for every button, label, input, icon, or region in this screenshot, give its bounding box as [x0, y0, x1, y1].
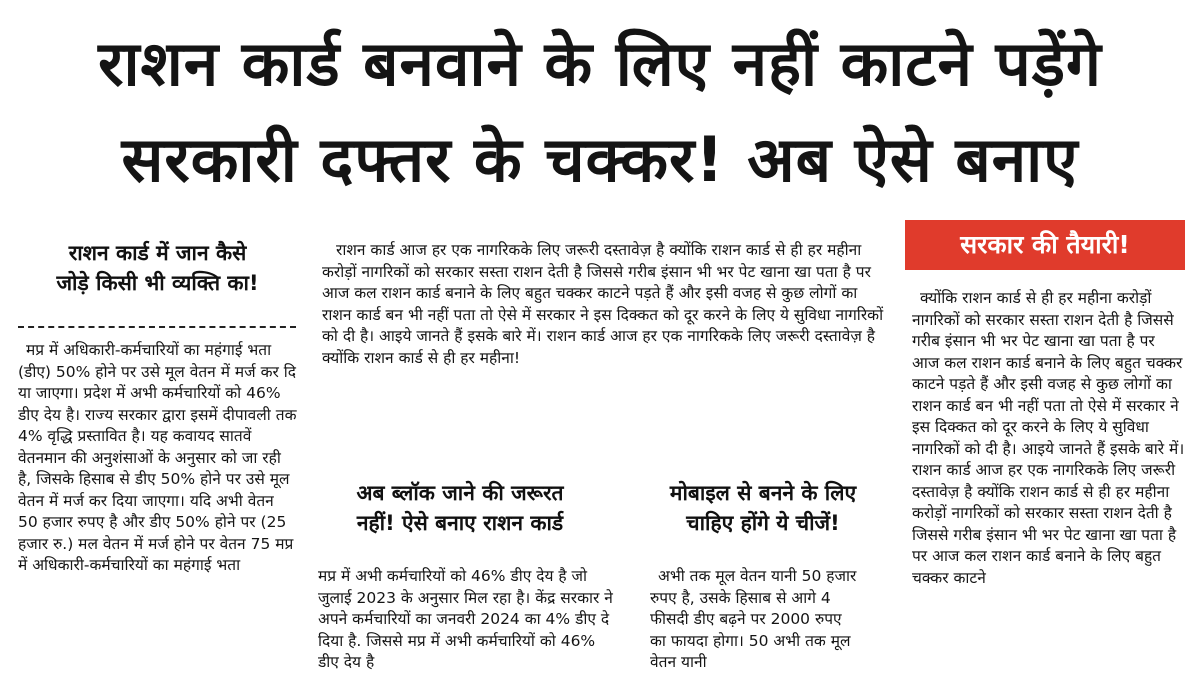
mobile-heading-line-2: चाहिए होंगे ये चीजें! [686, 511, 840, 535]
left-column-divider [18, 326, 296, 328]
headline-line-1: राशन कार्ड बनवाने के लिए नहीं काटने पड़ेंगे [98, 27, 1102, 100]
block-heading-line-2: नहीं! ऐसे बनाए राशन कार्ड [356, 511, 564, 535]
left-heading-line-2: जोड़े किसी भी व्यक्ति का! [56, 271, 259, 295]
mobile-section-body: अभी तक मूल वेतन यानी 50 हजार रुपए है, उसके हिसाब से आगे 4 फीसदी डीए बढ़ने पर 2000 रुपए का फायदा होगा। 50 अभी तक मूल वेतन यानी [650, 567, 857, 671]
mobile-heading-line-1: मोबाइल से बनने के लिए [669, 481, 857, 505]
left-heading-line-1: राशन कार्ड में जान कैसे [68, 241, 247, 265]
mobile-section-heading [632, 478, 894, 538]
right-column-badge: सरकार की तैयारी! [905, 220, 1185, 270]
left-column-heading [15, 238, 300, 298]
block-section-body: मप्र में अभी कर्मचारियों को 46% डीए देय है जो जुलाई 2023 के अनुसार मिल रहा है। केंद्र सरकार ने अपने कर्मचारियों का जनवरी 2024 का 4% डीए दे दिया है. जिससे मप्र में अभी कर्मचारियों को 46% डीए देय है [318, 567, 613, 671]
right-column-body: क्योंकि राशन कार्ड से ही हर महीना करोड़ों नागरिकों को सरकार सस्ता राशन देती है जिससे गरीब इंसान भी भर पेट खाना खा पता है पर आज कल राशन कार्ड बनाने के लिए बहुत चक्कर काटने पड़ते हैं और इसी वजह से कुछ लोगों का राशन कार्ड बन भी नहीं पता तो ऐसे में सरकार ने इस दिक्कत को दूर करने के लिए ये सुविधा नागरिकों को दी है। आइये जानते हैं इसके बारे में। राशन कार्ड आज हर एक नागरिकके लिए जरूरी दस्तावेज़ है क्योंकि राशन कार्ड से ही हर महीना करोड़ों नागरिकों को सरकार सस्ता राशन देती है जिससे गरीब इंसान भी भर पेट खाना खा पता है पर आज कल राशन कार्ड बनाने के लिए बहुत चक्कर काटने [912, 289, 1185, 587]
block-section-heading [310, 478, 610, 538]
left-column-body: मप्र में अधिकारी-कर्मचारियों का महंगाई भता (डीए) 50% होने पर उसे मूल वेतन में मर्ज कर दि या जाएगा। प्रदेश में अभी कर्मचारियों को 46% डीए देय है। राज्य सरकार द्वारा इसमें दीपावली तक 4% वृद्धि प्रस्तावित है। यह कवायद सातवें वेतनमान की अनुशंसाओं के अनुसार को जा रही है, जिसके हिसाब से डीए 50% होने पर उसे मूल वेतन में मर्ज कर दिया जाएगा। यदि अभी वेतन 50 हजार रुपए है और डीए 50% होने पर (25 हजार रु.) मल वेतन में मर्ज होने पर वेतन 75 मप्र में अधिकारी-कर्मचारियों का महंगाई भता [18, 341, 297, 574]
block-heading-line-1: अब ब्लॉक जाने की जरूरत [356, 481, 564, 505]
center-top-body: राशन कार्ड आज हर एक नागरिकके लिए जरूरी दस्तावेज़ है क्योंकि राशन कार्ड से ही हर महीना करोड़ों नागरिकों को सरकार सस्ता राशन देती है जिससे गरीब इंसान भी भर पेट खाना खा पता है पर आज कल राशन कार्ड बनाने के लिए बहुत चक्कर काटने पड़ते हैं और इसी वजह से कुछ लोगों का राशन कार्ड बन भी नहीं पता तो ऐसे में सरकार ने इस दिक्कत को दूर करने के लिए ये सुविधा नागरिकों को दी है। आइये जानते हैं इसके बारे में। राशन कार्ड आज हर एक नागरिकके लिए जरूरी दस्तावेज़ है क्योंकि राशन कार्ड से ही हर महीना! [322, 241, 884, 367]
headline-line-2: सरकारी दफ्तर के चक्कर! अब ऐसे बनाए [121, 123, 1079, 196]
